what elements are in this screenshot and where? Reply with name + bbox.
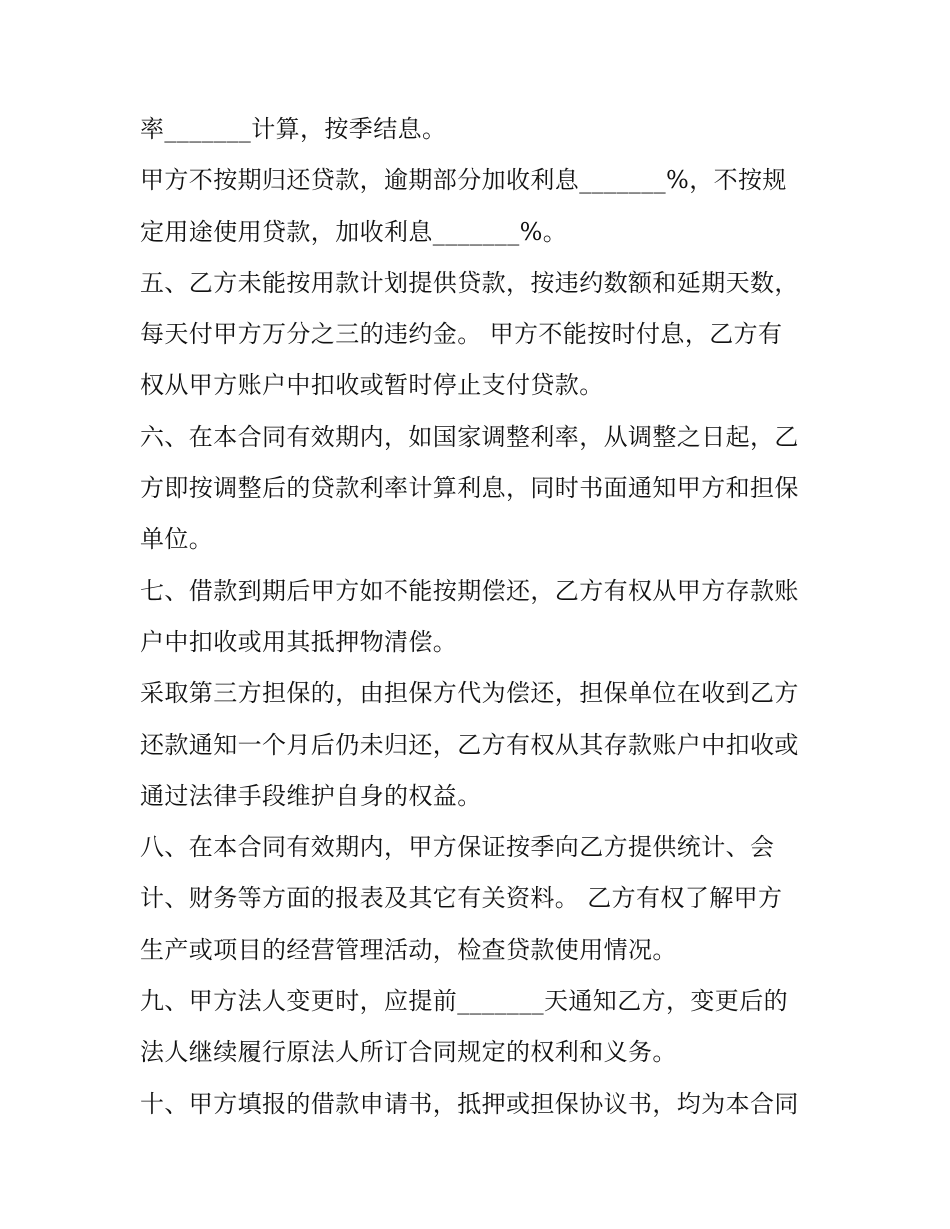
text-line: 法人继续履行原法人所订合同规定的权利和义务。 (140, 1038, 677, 1067)
text-line: 计、财务等方面的报表及其它有关资料。 乙方有权了解甲方 (140, 884, 783, 913)
text-line: 十、甲方填报的借款申请书，抵押或担保协议书，均为本合同 (140, 1089, 799, 1118)
text-line: 七、借款到期后甲方如不能按期偿还，乙方有权从甲方存款账 (140, 576, 799, 605)
text-line: 率_______计算，按季结息。 (140, 115, 447, 143)
text-line: 八、在本合同有效期内，甲方保证按季向乙方提供统计、会 (140, 833, 775, 862)
text-line: 九、甲方法人变更时，应提前_______天通知乙方，变更后的 (140, 987, 788, 1016)
text-line: 还款通知一个月后仍未归还，乙方有权从其存款账户中扣收或 (140, 730, 799, 759)
text-line: 方即按调整后的贷款利率计算利息，同时书面通知甲方和担保 (140, 474, 799, 503)
text-line: 生产或项目的经营管理活动，检查贷款使用情况。 (140, 935, 677, 964)
text-line: 六、在本合同有效期内，如国家调整利率，从调整之日起，乙 (140, 422, 799, 451)
text-line: 定用途使用贷款，加收利息_______%。 (140, 217, 568, 246)
text-line: 通过法律手段维护自身的权益。 (140, 781, 482, 810)
text-line: 每天付甲方万分之三的违约金。 甲方不能按时付息，乙方有 (140, 320, 783, 349)
text-line: 甲方不按期归还贷款，逾期部分加收利息_______%，不按规 (140, 166, 787, 195)
contract-text (140, 104, 820, 1130)
text-line: 五、乙方未能按用款计划提供贷款，按违约数额和延期天数， (140, 268, 799, 297)
text-line: 单位。 (140, 525, 214, 554)
text-line: 户中扣收或用其抵押物清偿。 (140, 627, 458, 656)
text-line: 采取第三方担保的，由担保方代为偿还，担保单位在收到乙方 (140, 679, 799, 708)
text-line: 权从甲方账户中扣收或暂时停止支付贷款。 (140, 371, 604, 400)
